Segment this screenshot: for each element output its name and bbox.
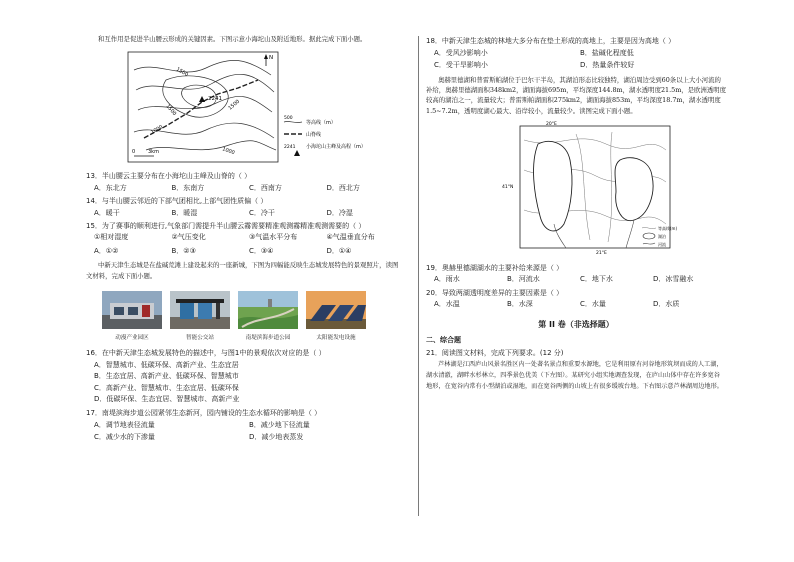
- left-column: [86, 34, 404, 447]
- question-17-stem: 17．南堤滨海步道公园紧邻生态新河，园内铺设的生态水循环的影响是（ ）: [86, 408, 322, 417]
- option-c[interactable]: C．受干旱影响小: [434, 60, 488, 69]
- contour-label-4: 1000: [150, 124, 165, 136]
- scale-start: 0: [132, 149, 136, 156]
- option-a[interactable]: A．雨水: [434, 275, 460, 284]
- item-4: ④气温垂直分布: [326, 233, 375, 242]
- question-13-stem: 13．半山腰云主要分布在小海坨山主峰及山脊的（ ）: [86, 172, 252, 181]
- question-20-stem: 20．导致两湖透明度差异的主要因素是（ ）: [426, 288, 564, 297]
- option-d[interactable]: D．冷湿: [326, 208, 353, 217]
- column-divider: [418, 36, 419, 516]
- option-b[interactable]: B．减少地下径流量: [249, 421, 310, 430]
- photo-seaside-park: [238, 291, 298, 343]
- question-21-stem: 21．阅读图文材料，完成下列要求。(12 分): [426, 348, 564, 357]
- option-a[interactable]: A．受风沙影响小: [434, 49, 488, 58]
- item-2: ②气压变化: [171, 233, 206, 242]
- photo-smart-bus-stop: [170, 291, 230, 343]
- option-d[interactable]: D．①④: [326, 246, 352, 255]
- option-a[interactable]: A．水温: [434, 300, 460, 309]
- terrain-map-svg: [126, 50, 426, 166]
- building-image: [102, 291, 162, 329]
- intro-lake: 奥赫里德湖和普雷斯帕湖位于巴尔干半岛，其湖泊形态比较独特，湖泊周边受到60条以上大小河流的补给，奥赫里德湖面积348km2，湖面海拔695m，平均深度144.8m，湖水透明度21.5m，是欧洲透明度较高的湖泊之一，流量较大；普雷斯帕湖面积275km2，湖面海拔853m，平均深度18.7m，湖水透明度1.5~7.2m，透明度湖心最大、沿岸较小，流量较少。读图完成下面小题。: [426, 75, 726, 115]
- question-15-stem: 15．为了赛事的顺利进行,气象部门需提升半山腰云霧需要精准观测霧精准观测需要的（ ）: [86, 222, 366, 230]
- part-title: 二、综合题: [426, 336, 461, 345]
- legend-contour-text: 等高线（m）: [306, 120, 336, 127]
- bottom-coord: 21°E: [596, 250, 607, 256]
- question-20-options: [434, 300, 726, 309]
- question-19-stem: 19．奥赫里德湖湖水的主要补给来源是（ ）: [426, 263, 564, 272]
- scale-end: 3km: [148, 149, 159, 156]
- lat-label: 41°N: [502, 184, 514, 190]
- option-a[interactable]: A．①②: [94, 246, 119, 255]
- bus-stop-image: [170, 291, 230, 329]
- question-21-body: 芦林湖是江西庐山风景名胜区内一处著名景点和重要水源地，它是利用原有河谷地形筑坝而成的人工湖，湖水清澈，湖畔水杉林立，四季景色优美（下左图）。某研究小组实地调查发现，在庐山山体中存在许多宽谷地形，在宽谷内常有小型湖泊或湿地，而在宽谷两侧的山坡上有很多缓坡台地。下右图示意芦林湖周边地形。: [426, 361, 723, 390]
- option-c[interactable]: C．高新产业、智慧城市、生态宜居、低碳环保: [94, 383, 239, 392]
- option-d[interactable]: D．水质: [653, 300, 680, 309]
- option-c[interactable]: C．减少水的下渗量: [94, 432, 155, 441]
- question-18-stem: 18．中新天津生态城的林地大多分布在垫土形成的高地上，主要是因为高地（ ）: [426, 37, 676, 45]
- question-19-options: [434, 275, 726, 284]
- legend-contour-icon: [284, 122, 302, 123]
- item-3: ③气温水平分布: [249, 233, 298, 242]
- legend-contour-text: 等高线(m): [658, 225, 678, 231]
- intro-mid: 中新天津生态城是在盐碱荒滩上建设起来的一座新城，下图为四幅能反映生态城发展特色的景观照片，读图文材料，完成下面小题。: [86, 261, 399, 280]
- question-14-stem: 14．与半山腰云邻近的下部气团相比,上部气团性质偏（ ）: [86, 197, 268, 206]
- question-15-items: [94, 233, 404, 242]
- question-17-options: [94, 420, 404, 442]
- option-d[interactable]: D．热量条件较好: [580, 60, 635, 69]
- option-b[interactable]: B．②③: [171, 246, 196, 255]
- lake-map-svg: [502, 120, 686, 256]
- option-c[interactable]: C．水量: [580, 300, 606, 309]
- photo-solar-facility: [306, 291, 366, 343]
- option-d[interactable]: D．冰雪融水: [653, 275, 694, 284]
- photo-caption: 动漫产业园区: [115, 335, 149, 342]
- legend-river-text: 河流: [658, 241, 666, 247]
- park-image: [238, 291, 298, 329]
- option-a[interactable]: A．调节地表径流量: [94, 421, 155, 430]
- contour-label-3: 1500: [164, 103, 178, 118]
- photo-caption: 太阳能发电设施: [316, 335, 356, 342]
- top-coord: 20°E: [546, 121, 557, 127]
- section-title: 第 II 卷（非选择题）: [538, 319, 614, 329]
- option-d[interactable]: D．西北方: [326, 183, 360, 192]
- photo-animation-park: [102, 291, 162, 343]
- option-c[interactable]: C．地下水: [580, 275, 613, 284]
- option-c[interactable]: C．西南方: [249, 183, 282, 192]
- legend-peak-icon: [294, 150, 300, 156]
- option-d[interactable]: D．减少地表蒸发: [249, 432, 304, 441]
- option-d[interactable]: D．低碳环保、生态宜居、智慧城市、高新产业: [94, 394, 240, 403]
- question-16-options: [94, 360, 404, 405]
- terrain-map: [126, 50, 426, 166]
- option-b[interactable]: B．河流水: [507, 275, 540, 284]
- photo-caption: 南堤滨海步道公园: [245, 335, 291, 342]
- question-16-stem: 16．在中新天津生态城发展特色的描述中，与图1中的景观依次对应的是（ ）: [86, 348, 326, 357]
- legend-lake-icon: [643, 233, 655, 239]
- lake-map: [502, 120, 686, 256]
- option-b[interactable]: B．水深: [507, 300, 533, 309]
- contour-label-1: 1500: [175, 66, 190, 79]
- photo-row: [102, 291, 366, 343]
- legend-ridge-text: 山脊线: [306, 132, 322, 139]
- question-15-options: [94, 247, 404, 256]
- photo-caption: 智能公交站: [186, 335, 214, 342]
- intro-top: 和互作用是促进半山腰云形成的关键因素。下图示意小海坨山及附近地形。据此完成下面小题。: [98, 35, 367, 43]
- contour-label-2: 1500: [227, 99, 242, 112]
- option-b[interactable]: B．盐碱化程度低: [580, 49, 634, 58]
- question-13-options: [94, 184, 404, 193]
- question-18-options: [434, 48, 726, 70]
- contour-label-5: 1000: [221, 146, 236, 157]
- item-1: ①相对湿度: [94, 233, 129, 242]
- solar-panel-image: [306, 291, 366, 329]
- right-column: [426, 34, 726, 393]
- option-b[interactable]: B．生态宜居、高新产业、低碳环保、智慧城市: [94, 372, 239, 381]
- option-a[interactable]: A．智慧城市、低碳环保、高新产业、生态宜居: [94, 361, 239, 370]
- north-label: N: [269, 55, 274, 62]
- option-c[interactable]: C．③④: [249, 246, 274, 255]
- legend-lake-text: 湖泊: [658, 233, 666, 239]
- legend-contour-value: 500: [284, 116, 293, 122]
- legend-peak-text: 小海坨山主峰及高程（m）: [306, 144, 366, 151]
- option-c[interactable]: C．冷干: [249, 208, 275, 217]
- question-14-options: [94, 209, 404, 218]
- option-a[interactable]: A．东北方: [94, 183, 127, 192]
- legend-peak-value: 2241: [284, 145, 296, 151]
- option-b[interactable]: B．东南方: [171, 183, 205, 192]
- option-a[interactable]: A．暖干: [94, 208, 120, 217]
- option-b[interactable]: B．暖湿: [171, 208, 198, 217]
- peak-label: 2241: [208, 96, 222, 103]
